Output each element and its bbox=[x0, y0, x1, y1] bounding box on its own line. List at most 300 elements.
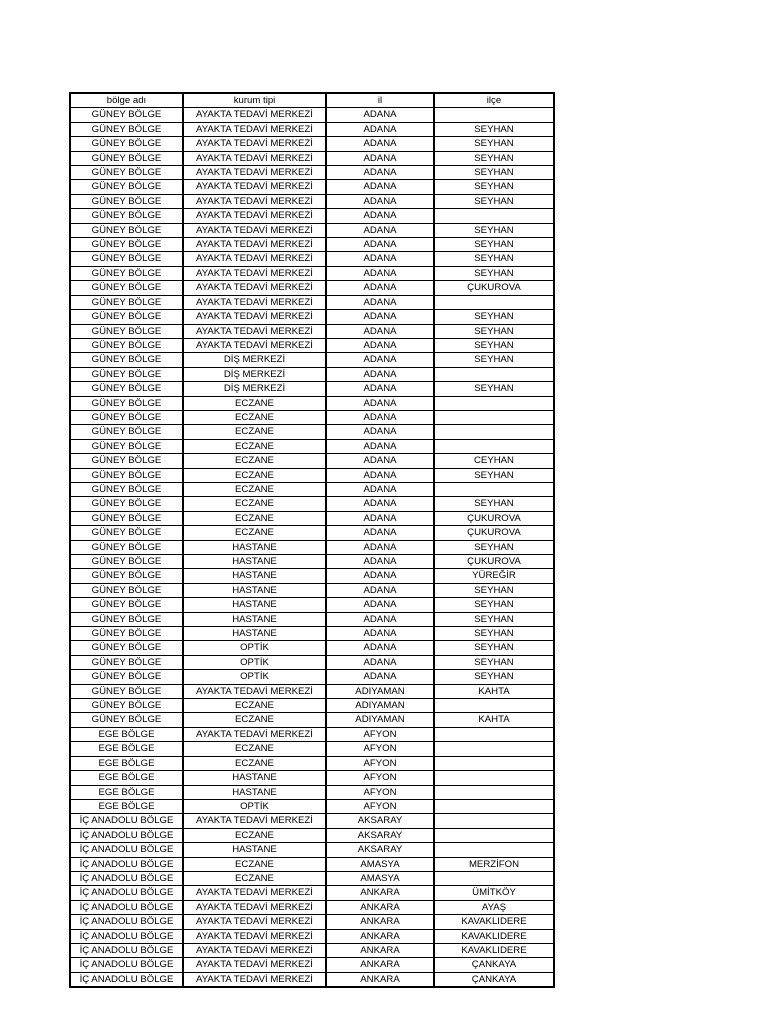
cell-region: GÜNEY BÖLGE bbox=[70, 425, 183, 439]
cell-region: GÜNEY BÖLGE bbox=[70, 699, 183, 713]
table-row bbox=[70, 353, 554, 367]
table-row bbox=[70, 569, 554, 583]
cell-region: GÜNEY BÖLGE bbox=[70, 238, 183, 252]
cell-district: SEYHAN bbox=[434, 122, 554, 136]
cell-institution-type: AYAKTA TEDAVİ MERKEZİ bbox=[183, 295, 326, 309]
cell-region: EGE BÖLGE bbox=[70, 756, 183, 770]
cell-institution-type: ECZANE bbox=[183, 497, 326, 511]
cell-district: KAVAKLIDERE bbox=[434, 929, 554, 943]
cell-region: GÜNEY BÖLGE bbox=[70, 583, 183, 597]
cell-district bbox=[434, 727, 554, 741]
cell-region: GÜNEY BÖLGE bbox=[70, 252, 183, 266]
cell-institution-type: ECZANE bbox=[183, 511, 326, 525]
cell-region: GÜNEY BÖLGE bbox=[70, 295, 183, 309]
cell-institution-type: AYAKTA TEDAVİ MERKEZİ bbox=[183, 900, 326, 914]
cell-institution-type: AYAKTA TEDAVİ MERKEZİ bbox=[183, 209, 326, 223]
cell-district: AYAŞ bbox=[434, 900, 554, 914]
cell-institution-type: ECZANE bbox=[183, 425, 326, 439]
cell-region: İÇ ANADOLU BÖLGE bbox=[70, 929, 183, 943]
cell-institution-type: HASTANE bbox=[183, 583, 326, 597]
cell-region: GÜNEY BÖLGE bbox=[70, 612, 183, 626]
cell-district: SEYHAN bbox=[434, 353, 554, 367]
cell-institution-type: ECZANE bbox=[183, 857, 326, 871]
table-row bbox=[70, 828, 554, 842]
cell-institution-type: ECZANE bbox=[183, 828, 326, 842]
cell-institution-type: AYAKTA TEDAVİ MERKEZİ bbox=[183, 266, 326, 280]
cell-region: İÇ ANADOLU BÖLGE bbox=[70, 958, 183, 972]
table-row bbox=[70, 122, 554, 136]
cell-institution-type: DİŞ MERKEZİ bbox=[183, 367, 326, 381]
cell-region: İÇ ANADOLU BÖLGE bbox=[70, 972, 183, 987]
cell-region: GÜNEY BÖLGE bbox=[70, 655, 183, 669]
cell-region: GÜNEY BÖLGE bbox=[70, 324, 183, 338]
cell-province: ADANA bbox=[326, 555, 434, 569]
cell-institution-type: ECZANE bbox=[183, 410, 326, 424]
table-row bbox=[70, 526, 554, 540]
cell-district: ÇUKUROVA bbox=[434, 511, 554, 525]
table-row bbox=[70, 295, 554, 309]
cell-province: ADIYAMAN bbox=[326, 684, 434, 698]
cell-district: ÇANKAYA bbox=[434, 958, 554, 972]
cell-region: GÜNEY BÖLGE bbox=[70, 223, 183, 237]
cell-province: AKSARAY bbox=[326, 828, 434, 842]
cell-province: AMASYA bbox=[326, 857, 434, 871]
cell-province: ADANA bbox=[326, 670, 434, 684]
cell-institution-type: AYAKTA TEDAVİ MERKEZİ bbox=[183, 943, 326, 957]
cell-province: ADANA bbox=[326, 295, 434, 309]
cell-institution-type: AYAKTA TEDAVİ MERKEZİ bbox=[183, 166, 326, 180]
cell-institution-type: ECZANE bbox=[183, 526, 326, 540]
cell-district: ÇUKUROVA bbox=[434, 526, 554, 540]
cell-region: GÜNEY BÖLGE bbox=[70, 353, 183, 367]
cell-district: CEYHAN bbox=[434, 454, 554, 468]
cell-province: ADANA bbox=[326, 410, 434, 424]
cell-institution-type: AYAKTA TEDAVİ MERKEZİ bbox=[183, 108, 326, 122]
table-row bbox=[70, 238, 554, 252]
cell-district: SEYHAN bbox=[434, 670, 554, 684]
table-row bbox=[70, 943, 554, 957]
cell-province: AKSARAY bbox=[326, 843, 434, 857]
cell-region: GÜNEY BÖLGE bbox=[70, 555, 183, 569]
cell-institution-type: AYAKTA TEDAVİ MERKEZİ bbox=[183, 281, 326, 295]
table-row bbox=[70, 555, 554, 569]
cell-district bbox=[434, 799, 554, 813]
cell-province: ADIYAMAN bbox=[326, 713, 434, 727]
cell-district: KAHTA bbox=[434, 684, 554, 698]
table-row bbox=[70, 338, 554, 352]
header-row bbox=[70, 93, 554, 108]
cell-institution-type: AYAKTA TEDAVİ MERKEZİ bbox=[183, 915, 326, 929]
cell-region: GÜNEY BÖLGE bbox=[70, 526, 183, 540]
cell-region: GÜNEY BÖLGE bbox=[70, 108, 183, 122]
cell-institution-type: HASTANE bbox=[183, 771, 326, 785]
cell-institution-type: AYAKTA TEDAVİ MERKEZİ bbox=[183, 122, 326, 136]
cell-district bbox=[434, 871, 554, 885]
cell-district: SEYHAN bbox=[434, 583, 554, 597]
cell-district: SEYHAN bbox=[434, 598, 554, 612]
cell-institution-type: DİŞ MERKEZİ bbox=[183, 353, 326, 367]
cell-region: EGE BÖLGE bbox=[70, 771, 183, 785]
cell-province: ADANA bbox=[326, 108, 434, 122]
cell-region: GÜNEY BÖLGE bbox=[70, 310, 183, 324]
cell-district: SEYHAN bbox=[434, 238, 554, 252]
table-row bbox=[70, 612, 554, 626]
cell-province: ADANA bbox=[326, 367, 434, 381]
cell-region: EGE BÖLGE bbox=[70, 799, 183, 813]
cell-province: ADANA bbox=[326, 382, 434, 396]
cell-province: ADANA bbox=[326, 151, 434, 165]
table-row bbox=[70, 382, 554, 396]
table-row bbox=[70, 151, 554, 165]
cell-region: GÜNEY BÖLGE bbox=[70, 338, 183, 352]
table-row bbox=[70, 727, 554, 741]
cell-province: AFYON bbox=[326, 799, 434, 813]
cell-district bbox=[434, 410, 554, 424]
header-district: ilçe bbox=[434, 93, 554, 108]
cell-district: SEYHAN bbox=[434, 252, 554, 266]
table-row bbox=[70, 310, 554, 324]
cell-institution-type: ECZANE bbox=[183, 742, 326, 756]
cell-district: SEYHAN bbox=[434, 223, 554, 237]
table-row bbox=[70, 137, 554, 151]
table-row bbox=[70, 598, 554, 612]
table-row bbox=[70, 454, 554, 468]
cell-province: ADANA bbox=[326, 598, 434, 612]
cell-institution-type: ECZANE bbox=[183, 468, 326, 482]
cell-region: EGE BÖLGE bbox=[70, 742, 183, 756]
cell-province: ADANA bbox=[326, 396, 434, 410]
table-row bbox=[70, 713, 554, 727]
table-row bbox=[70, 627, 554, 641]
cell-province: ADANA bbox=[326, 266, 434, 280]
table-header bbox=[70, 93, 554, 108]
cell-province: ADANA bbox=[326, 281, 434, 295]
cell-institution-type: AYAKTA TEDAVİ MERKEZİ bbox=[183, 886, 326, 900]
cell-province: ADANA bbox=[326, 122, 434, 136]
cell-province: ADANA bbox=[326, 209, 434, 223]
cell-province: ADANA bbox=[326, 627, 434, 641]
table-row bbox=[70, 324, 554, 338]
cell-district bbox=[434, 843, 554, 857]
cell-province: ADANA bbox=[326, 497, 434, 511]
table-row bbox=[70, 583, 554, 597]
table-row bbox=[70, 699, 554, 713]
table-row bbox=[70, 900, 554, 914]
cell-region: İÇ ANADOLU BÖLGE bbox=[70, 843, 183, 857]
cell-province: ANKARA bbox=[326, 915, 434, 929]
cell-institution-type: ECZANE bbox=[183, 756, 326, 770]
cell-region: İÇ ANADOLU BÖLGE bbox=[70, 857, 183, 871]
cell-province: ANKARA bbox=[326, 886, 434, 900]
cell-region: GÜNEY BÖLGE bbox=[70, 482, 183, 496]
cell-province: ANKARA bbox=[326, 958, 434, 972]
cell-institution-type: AYAKTA TEDAVİ MERKEZİ bbox=[183, 310, 326, 324]
cell-district: KAVAKLIDERE bbox=[434, 915, 554, 929]
cell-district: SEYHAN bbox=[434, 627, 554, 641]
table-body bbox=[70, 108, 554, 987]
cell-district: KAHTA bbox=[434, 713, 554, 727]
cell-district: SEYHAN bbox=[434, 266, 554, 280]
table-row bbox=[70, 194, 554, 208]
cell-district bbox=[434, 439, 554, 453]
cell-province: AMASYA bbox=[326, 871, 434, 885]
cell-district: SEYHAN bbox=[434, 382, 554, 396]
cell-province: ADANA bbox=[326, 482, 434, 496]
cell-province: ADANA bbox=[326, 454, 434, 468]
cell-district bbox=[434, 367, 554, 381]
cell-province: ADANA bbox=[326, 338, 434, 352]
cell-district: YÜREĞİR bbox=[434, 569, 554, 583]
cell-district: SEYHAN bbox=[434, 151, 554, 165]
cell-region: GÜNEY BÖLGE bbox=[70, 468, 183, 482]
cell-institution-type: AYAKTA TEDAVİ MERKEZİ bbox=[183, 223, 326, 237]
table-row bbox=[70, 670, 554, 684]
header-province: il bbox=[326, 93, 434, 108]
cell-region: GÜNEY BÖLGE bbox=[70, 569, 183, 583]
cell-region: İÇ ANADOLU BÖLGE bbox=[70, 871, 183, 885]
table-row bbox=[70, 209, 554, 223]
table-row bbox=[70, 843, 554, 857]
cell-region: GÜNEY BÖLGE bbox=[70, 382, 183, 396]
cell-province: ADANA bbox=[326, 310, 434, 324]
cell-institution-type: OPTİK bbox=[183, 641, 326, 655]
cell-province: AFYON bbox=[326, 727, 434, 741]
cell-region: GÜNEY BÖLGE bbox=[70, 281, 183, 295]
cell-province: ADANA bbox=[326, 238, 434, 252]
cell-region: GÜNEY BÖLGE bbox=[70, 439, 183, 453]
cell-institution-type: ECZANE bbox=[183, 454, 326, 468]
table-row bbox=[70, 814, 554, 828]
cell-district: ÇUKUROVA bbox=[434, 281, 554, 295]
cell-district: MERZİFON bbox=[434, 857, 554, 871]
cell-region: İÇ ANADOLU BÖLGE bbox=[70, 943, 183, 957]
cell-province: ADANA bbox=[326, 180, 434, 194]
cell-institution-type: AYAKTA TEDAVİ MERKEZİ bbox=[183, 194, 326, 208]
cell-institution-type: AYAKTA TEDAVİ MERKEZİ bbox=[183, 151, 326, 165]
cell-institution-type: HASTANE bbox=[183, 612, 326, 626]
table-row bbox=[70, 871, 554, 885]
cell-region: GÜNEY BÖLGE bbox=[70, 266, 183, 280]
cell-region: İÇ ANADOLU BÖLGE bbox=[70, 828, 183, 842]
cell-institution-type: ECZANE bbox=[183, 439, 326, 453]
cell-region: GÜNEY BÖLGE bbox=[70, 670, 183, 684]
cell-region: GÜNEY BÖLGE bbox=[70, 367, 183, 381]
table-row bbox=[70, 655, 554, 669]
table-row bbox=[70, 180, 554, 194]
cell-institution-type: AYAKTA TEDAVİ MERKEZİ bbox=[183, 814, 326, 828]
cell-district bbox=[434, 425, 554, 439]
cell-province: ANKARA bbox=[326, 900, 434, 914]
cell-province: ADANA bbox=[326, 526, 434, 540]
cell-institution-type: HASTANE bbox=[183, 598, 326, 612]
cell-district: SEYHAN bbox=[434, 324, 554, 338]
table-row bbox=[70, 281, 554, 295]
cell-district: SEYHAN bbox=[434, 137, 554, 151]
table-row bbox=[70, 886, 554, 900]
cell-region: GÜNEY BÖLGE bbox=[70, 454, 183, 468]
cell-province: ANKARA bbox=[326, 943, 434, 957]
cell-district bbox=[434, 828, 554, 842]
cell-province: ADANA bbox=[326, 655, 434, 669]
cell-province: ADANA bbox=[326, 612, 434, 626]
table-row bbox=[70, 641, 554, 655]
cell-province: ADANA bbox=[326, 425, 434, 439]
cell-province: ADANA bbox=[326, 252, 434, 266]
cell-region: GÜNEY BÖLGE bbox=[70, 151, 183, 165]
table-row bbox=[70, 425, 554, 439]
table-row bbox=[70, 785, 554, 799]
table-row bbox=[70, 511, 554, 525]
cell-institution-type: AYAKTA TEDAVİ MERKEZİ bbox=[183, 252, 326, 266]
cell-district: SEYHAN bbox=[434, 497, 554, 511]
cell-institution-type: HASTANE bbox=[183, 843, 326, 857]
cell-province: ADANA bbox=[326, 583, 434, 597]
cell-province: ADANA bbox=[326, 324, 434, 338]
cell-region: GÜNEY BÖLGE bbox=[70, 598, 183, 612]
cell-district: SEYHAN bbox=[434, 468, 554, 482]
table-row bbox=[70, 771, 554, 785]
cell-institution-type: HASTANE bbox=[183, 627, 326, 641]
table-row bbox=[70, 439, 554, 453]
cell-province: AFYON bbox=[326, 785, 434, 799]
cell-region: İÇ ANADOLU BÖLGE bbox=[70, 814, 183, 828]
cell-province: ADANA bbox=[326, 194, 434, 208]
header-institution-type: kurum tipi bbox=[183, 93, 326, 108]
cell-district bbox=[434, 742, 554, 756]
cell-district bbox=[434, 295, 554, 309]
table-row bbox=[70, 166, 554, 180]
cell-province: ADANA bbox=[326, 511, 434, 525]
cell-institution-type: AYAKTA TEDAVİ MERKEZİ bbox=[183, 324, 326, 338]
cell-institution-type: HASTANE bbox=[183, 540, 326, 554]
cell-province: ADANA bbox=[326, 223, 434, 237]
cell-province: ADANA bbox=[326, 137, 434, 151]
cell-district: SEYHAN bbox=[434, 338, 554, 352]
cell-province: ADANA bbox=[326, 468, 434, 482]
cell-institution-type: AYAKTA TEDAVİ MERKEZİ bbox=[183, 684, 326, 698]
cell-province: ADANA bbox=[326, 540, 434, 554]
cell-province: AFYON bbox=[326, 771, 434, 785]
cell-district: SEYHAN bbox=[434, 194, 554, 208]
cell-district: SEYHAN bbox=[434, 655, 554, 669]
cell-region: EGE BÖLGE bbox=[70, 785, 183, 799]
cell-region: GÜNEY BÖLGE bbox=[70, 396, 183, 410]
cell-region: GÜNEY BÖLGE bbox=[70, 410, 183, 424]
cell-institution-type: DİŞ MERKEZİ bbox=[183, 382, 326, 396]
cell-district bbox=[434, 108, 554, 122]
table-row bbox=[70, 799, 554, 813]
cell-region: İÇ ANADOLU BÖLGE bbox=[70, 886, 183, 900]
cell-institution-type: ECZANE bbox=[183, 713, 326, 727]
table-row bbox=[70, 972, 554, 987]
data-table bbox=[69, 92, 555, 988]
cell-institution-type: ECZANE bbox=[183, 871, 326, 885]
cell-region: İÇ ANADOLU BÖLGE bbox=[70, 915, 183, 929]
cell-region: GÜNEY BÖLGE bbox=[70, 122, 183, 136]
cell-institution-type: OPTİK bbox=[183, 655, 326, 669]
cell-institution-type: ECZANE bbox=[183, 699, 326, 713]
cell-institution-type: AYAKTA TEDAVİ MERKEZİ bbox=[183, 180, 326, 194]
table-row bbox=[70, 266, 554, 280]
cell-institution-type: HASTANE bbox=[183, 569, 326, 583]
cell-district bbox=[434, 699, 554, 713]
cell-province: AFYON bbox=[326, 756, 434, 770]
cell-institution-type: HASTANE bbox=[183, 555, 326, 569]
cell-institution-type: HASTANE bbox=[183, 785, 326, 799]
cell-region: GÜNEY BÖLGE bbox=[70, 713, 183, 727]
cell-institution-type: OPTİK bbox=[183, 799, 326, 813]
cell-region: GÜNEY BÖLGE bbox=[70, 684, 183, 698]
cell-district bbox=[434, 482, 554, 496]
table-row bbox=[70, 857, 554, 871]
table-row bbox=[70, 396, 554, 410]
cell-institution-type: AYAKTA TEDAVİ MERKEZİ bbox=[183, 972, 326, 987]
cell-region: GÜNEY BÖLGE bbox=[70, 641, 183, 655]
cell-district: ÇANKAYA bbox=[434, 972, 554, 987]
table-row bbox=[70, 684, 554, 698]
table-row bbox=[70, 929, 554, 943]
cell-district: ÇUKUROVA bbox=[434, 555, 554, 569]
cell-region: GÜNEY BÖLGE bbox=[70, 180, 183, 194]
cell-province: ADIYAMAN bbox=[326, 699, 434, 713]
cell-district: ÜMİTKÖY bbox=[434, 886, 554, 900]
cell-district: SEYHAN bbox=[434, 612, 554, 626]
cell-institution-type: OPTİK bbox=[183, 670, 326, 684]
cell-province: ANKARA bbox=[326, 929, 434, 943]
cell-institution-type: ECZANE bbox=[183, 396, 326, 410]
table-row bbox=[70, 915, 554, 929]
cell-region: GÜNEY BÖLGE bbox=[70, 194, 183, 208]
cell-institution-type: AYAKTA TEDAVİ MERKEZİ bbox=[183, 958, 326, 972]
cell-region: EGE BÖLGE bbox=[70, 727, 183, 741]
cell-district: SEYHAN bbox=[434, 180, 554, 194]
cell-province: AKSARAY bbox=[326, 814, 434, 828]
table-row bbox=[70, 468, 554, 482]
cell-province: ANKARA bbox=[326, 972, 434, 987]
cell-district bbox=[434, 396, 554, 410]
table-row bbox=[70, 223, 554, 237]
cell-institution-type: AYAKTA TEDAVİ MERKEZİ bbox=[183, 338, 326, 352]
cell-region: İÇ ANADOLU BÖLGE bbox=[70, 900, 183, 914]
cell-region: GÜNEY BÖLGE bbox=[70, 511, 183, 525]
table-row bbox=[70, 540, 554, 554]
cell-institution-type: ECZANE bbox=[183, 482, 326, 496]
cell-region: GÜNEY BÖLGE bbox=[70, 540, 183, 554]
cell-district bbox=[434, 209, 554, 223]
table-row bbox=[70, 497, 554, 511]
table-row bbox=[70, 108, 554, 122]
cell-region: GÜNEY BÖLGE bbox=[70, 166, 183, 180]
cell-district: SEYHAN bbox=[434, 166, 554, 180]
table-row bbox=[70, 756, 554, 770]
table-row bbox=[70, 958, 554, 972]
cell-district: SEYHAN bbox=[434, 540, 554, 554]
cell-region: GÜNEY BÖLGE bbox=[70, 209, 183, 223]
cell-region: GÜNEY BÖLGE bbox=[70, 497, 183, 511]
header-region: bölge adı bbox=[70, 93, 183, 108]
cell-district: KAVAKLIDERE bbox=[434, 943, 554, 957]
table-row bbox=[70, 482, 554, 496]
cell-province: ADANA bbox=[326, 569, 434, 583]
cell-province: ADANA bbox=[326, 353, 434, 367]
cell-institution-type: AYAKTA TEDAVİ MERKEZİ bbox=[183, 137, 326, 151]
table-row bbox=[70, 742, 554, 756]
cell-institution-type: AYAKTA TEDAVİ MERKEZİ bbox=[183, 238, 326, 252]
cell-region: GÜNEY BÖLGE bbox=[70, 137, 183, 151]
cell-province: ADANA bbox=[326, 641, 434, 655]
cell-district bbox=[434, 771, 554, 785]
cell-region: GÜNEY BÖLGE bbox=[70, 627, 183, 641]
